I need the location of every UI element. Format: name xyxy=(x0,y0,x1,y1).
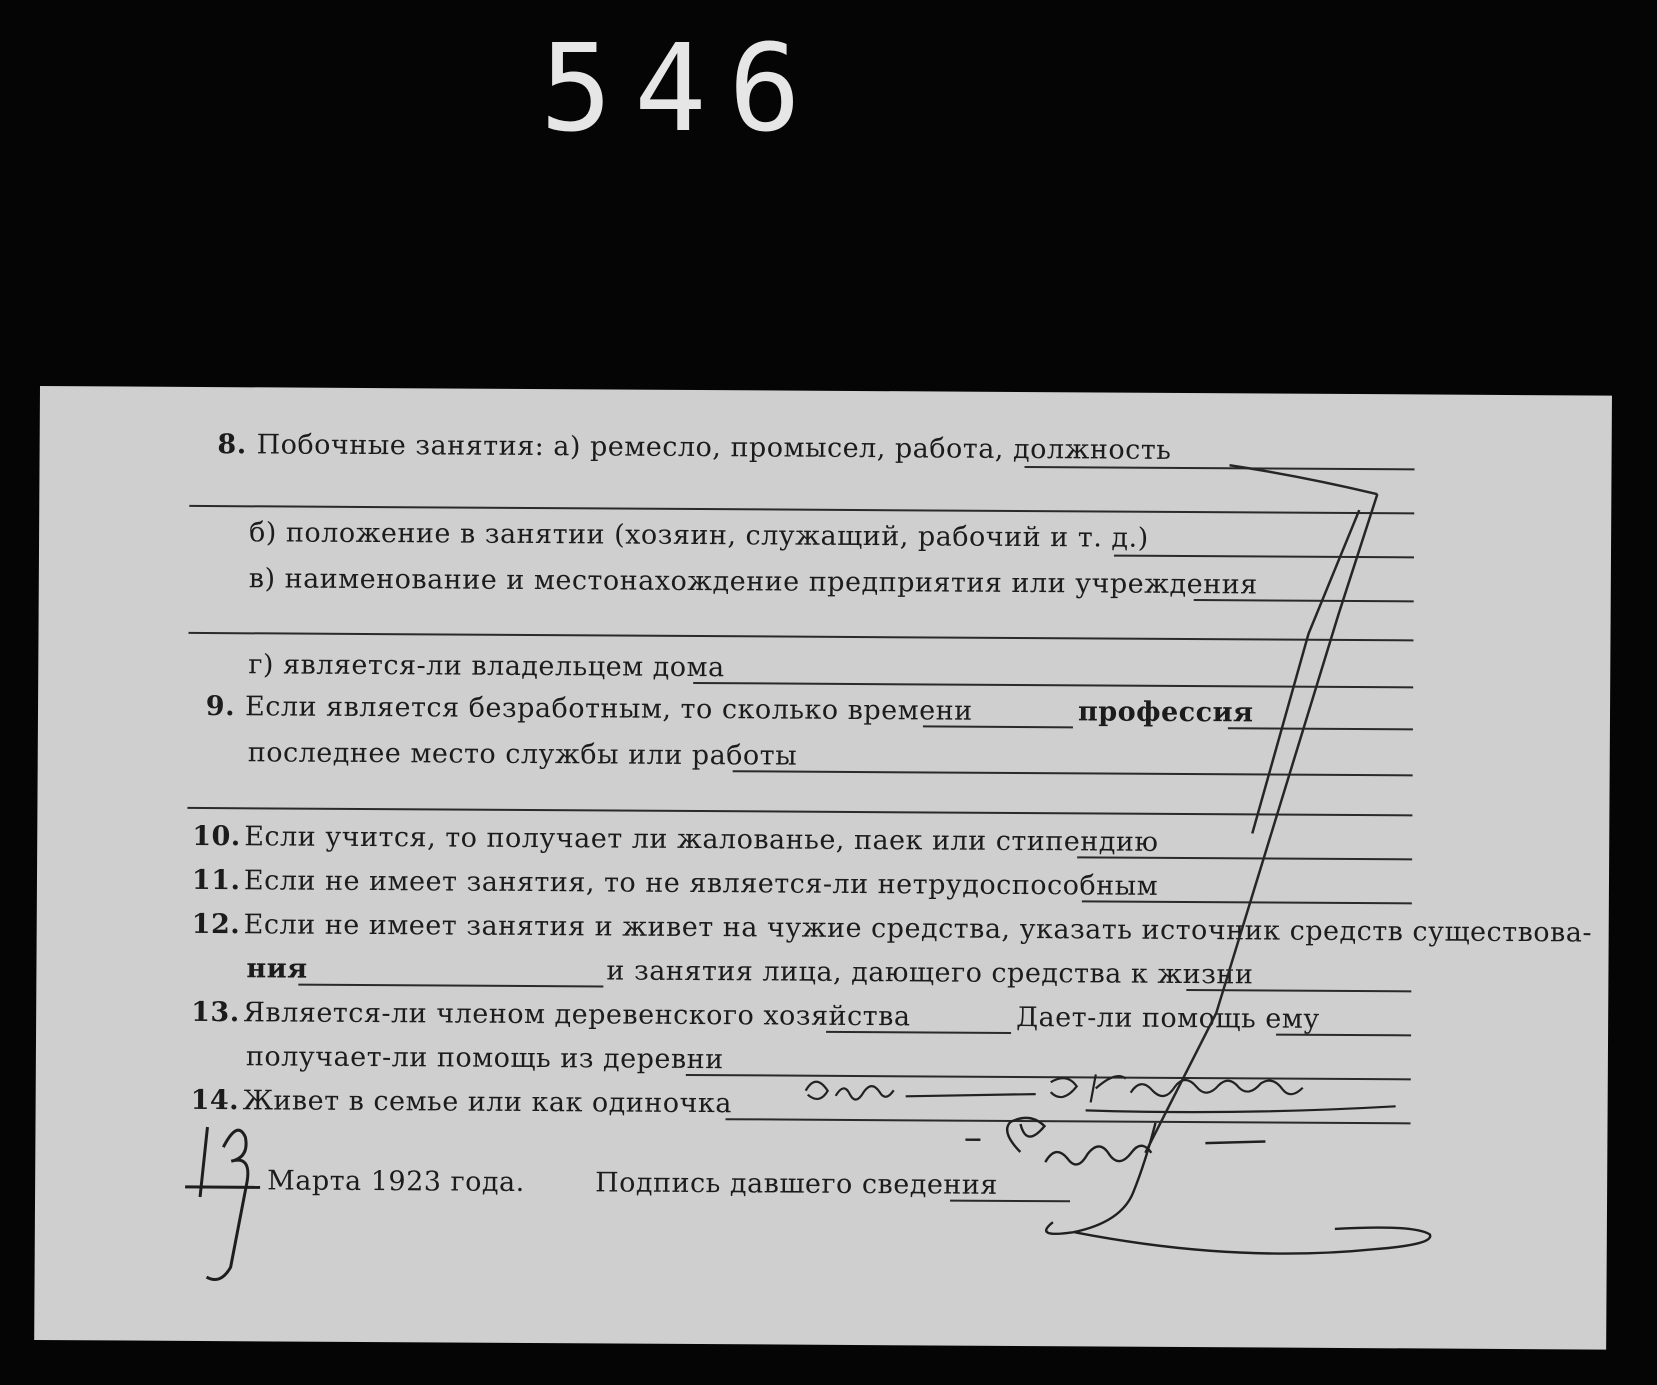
q14-line xyxy=(191,1085,732,1119)
q8-line-a xyxy=(205,429,1172,466)
signature-fill-line xyxy=(950,1200,1070,1203)
q11-fill-line xyxy=(1082,900,1412,904)
q9-time-fill-line xyxy=(923,725,1073,728)
q8-g-fill-line xyxy=(693,682,1413,688)
q9-last-place-fill-line xyxy=(733,770,1413,776)
q9-fill-line-2 xyxy=(187,807,1412,816)
q8-line-v: в) наименование и местонахождение предприятия или учреждения xyxy=(248,563,1258,601)
q8-a-fill-line-2 xyxy=(189,505,1414,514)
q13-line xyxy=(191,997,910,1032)
q13-text: Является-ли членом деревенского хозяйства xyxy=(243,997,911,1033)
q11-number: 11. xyxy=(191,864,241,897)
census-form-card xyxy=(34,386,1612,1350)
q9-text: Если является безработным, то сколько времени xyxy=(244,691,973,727)
q12-cont2: и занятия лица, дающего средства к жизни xyxy=(606,955,1254,991)
q8-line-b: б) положение в занятии (хозяин, служащий, рабочий и т. д.) xyxy=(249,517,1149,554)
q8-number: 8. xyxy=(217,429,247,461)
q8-line-g: г) является-ли владельцем дома xyxy=(248,649,725,684)
q9-last-place: последнее место службы или работы xyxy=(247,737,798,772)
frame-number: 546 xyxy=(540,20,823,159)
q8-a-text: Побочные занятия: а) ремесло, промысел, работа, должность xyxy=(256,429,1172,466)
q10-line xyxy=(192,821,1158,858)
q9-line xyxy=(193,691,973,727)
q11-line xyxy=(192,865,1158,902)
q13-member-fill-line xyxy=(826,1031,1011,1034)
q8-v-fill-line-2 xyxy=(188,632,1413,641)
q9-profession-label: профессия xyxy=(1077,696,1254,729)
q9-number: 9. xyxy=(205,691,236,723)
q8-v-fill-line xyxy=(1194,599,1414,602)
q13-number: 13. xyxy=(191,996,240,1029)
q10-fill-line xyxy=(1077,856,1412,860)
q8-b-fill-line xyxy=(1114,555,1414,559)
q12-source-fill-line xyxy=(298,984,603,988)
q14-fill-line xyxy=(726,1118,1411,1124)
q9-profession-fill-line xyxy=(1228,727,1413,730)
q12-number: 12. xyxy=(191,908,241,941)
q12-fill-line xyxy=(1186,989,1411,992)
q13-help-gives-fill-line xyxy=(1276,1034,1411,1037)
q10-number: 10. xyxy=(192,820,241,853)
signature-label: Подпись давшего сведения xyxy=(595,1167,998,1201)
q12-cont: ния xyxy=(246,953,308,985)
q8-a-fill-line xyxy=(1025,466,1415,470)
q11-text: Если не имеет занятия, то не является-ли нетрудоспособным xyxy=(243,865,1159,902)
handwritten-signature xyxy=(965,1118,1431,1255)
q13-help-gets-fill-line xyxy=(686,1074,1411,1080)
q12-line xyxy=(192,909,1592,949)
q12-text: Если не имеет занятия и живет на чужие средства, указать источник средств существова- xyxy=(243,909,1593,949)
handwritten-day xyxy=(185,1127,261,1280)
q14-text: Живет в семье или как одиночка xyxy=(242,1085,733,1120)
date-month-year: Марта 1923 года. xyxy=(267,1165,525,1198)
q10-text: Если учится, то получает ли жалованье, паек или стипендию xyxy=(244,821,1159,858)
q13-help-gives: Дает-ли помощь ему xyxy=(1016,1001,1320,1035)
q14-number: 14. xyxy=(190,1084,240,1117)
q13-help-gets: получает-ли помощь из деревни xyxy=(245,1041,724,1076)
